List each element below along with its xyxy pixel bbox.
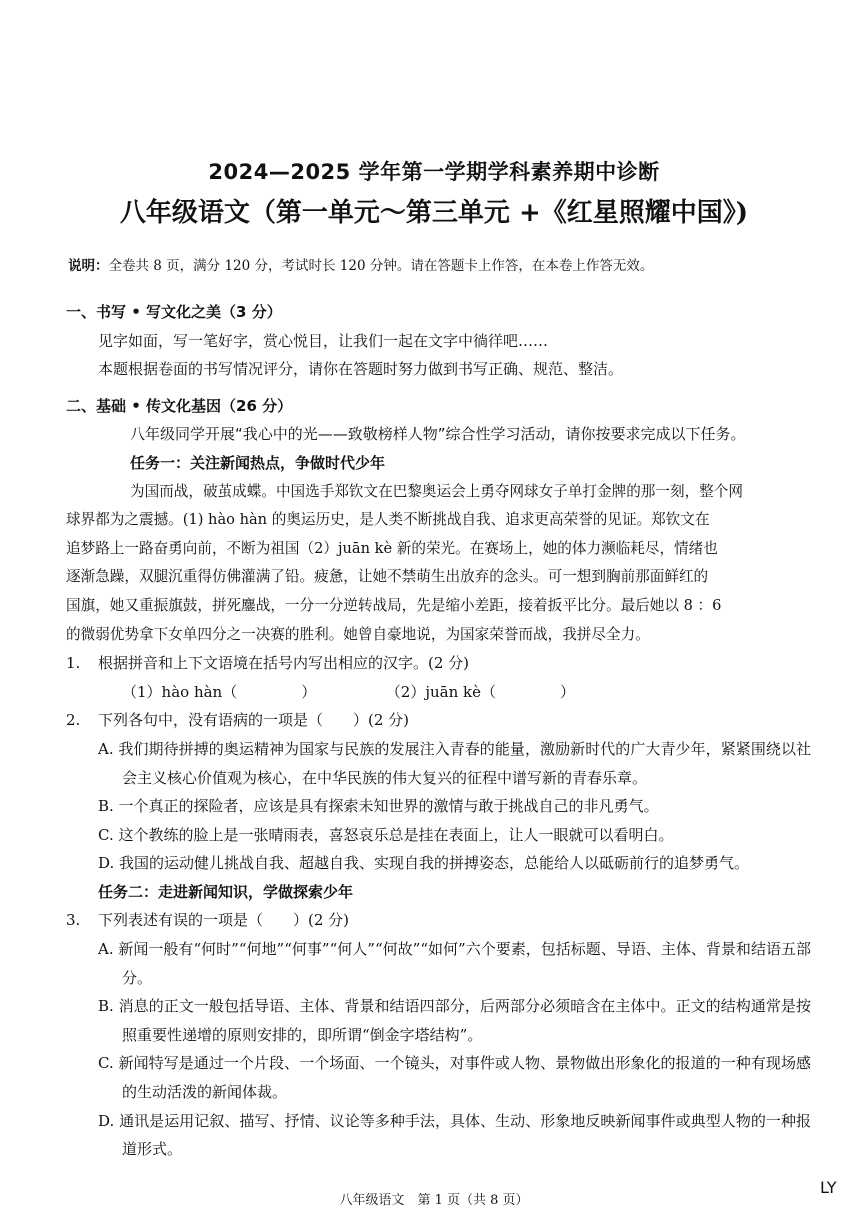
option-d: D. 我国的运动健儿挑战自我、超越自我、实现自我的拼搏姿态，总能给人以砥砺前行的追梦勇气。 [98,854,750,873]
question-number: 3. [66,911,81,930]
section-1-line: 见字如面，写一笔好字，赏心悦目，让我们一起在文字中徜徉吧…… [98,331,549,350]
blank-1-close: ） [301,682,317,701]
option-b: B. 消息的正文一般包括导语、主体、背景和结语四部分，后两部分必须暗含在主体中。正文的结构通常是按照重要性递增的原则安排的，即所谓“倒金字塔结构”。 [98,997,811,1044]
question-stem: 下列各句中，没有语病的一项是（ ）(2 分) [98,711,410,730]
passage-line: 球界都为之震撼。(1) hào hàn 的奥运历史，是人类不断挑战自我、追求更高荣誉的见证。郑钦文在 [66,511,710,529]
instructions-label: 说明： [68,258,109,274]
corner-mark: LY [820,1178,837,1197]
option-c: C. 这个教练的脸上是一张晴雨表，喜怒哀乐总是挂在表面上，让人一眼就可以看明白。 [98,825,674,844]
option-d: D. 通讯是运用记叙、描写、抒情、议论等多种手法，具体、生动、形象地反映新闻事件或典型人物的一种报道形式。 [98,1111,811,1159]
page-footer: 八年级语文 第 1 页（共 8 页） [339,1193,529,1208]
blank-2-label: （2）juān kè（ [385,682,496,701]
passage-line: 追梦路上一路奋勇向前，不断为祖国（2）juān kè 新的荣光。在赛场上，她的体力濒临耗尽，情绪也 [66,539,718,557]
section-1-heading: 一、书写 • 写文化之美（3 分） [66,303,282,321]
question-3 [66,906,811,935]
question-stem: 根据拼音和上下文语境在括号内写出相应的汉字。(2 分) [98,654,470,673]
question-number: 1. [66,654,81,673]
exam-body [66,298,811,1164]
section-1-line: 本题根据卷面的书写情况评分，请你在答题时努力做到书写正确、规范、整洁。 [98,360,624,379]
option-c: C. 新闻特写是通过一个片段、一个场面、一个镜头，对事件或人物、景物做出形象化的报道的一种有现场感的生动活泼的新闻体裁。 [98,1054,811,1102]
passage-line: 国旗，她又重振旗鼓，拼死鏖战，一分一分逆转战局，先是缩小差距，接着扳平比分。最后她以 8 ：6 [66,596,722,614]
blank-2-close: ） [560,682,576,701]
news-passage [66,478,811,650]
option-a: A. 我们期待拼搏的奥运精神为国家与民族的发展注入青春的能量，激励新时代的广大青少年，紧紧围绕以社会主义核心价值观为核心，在中华民族的伟大复兴的征程中谱写新的青春乐章。 [98,739,811,787]
passage-line: 逐渐急躁，双腿沉重得仿佛灌满了铅。疲惫，让她不禁萌生出放弃的念头。可一想到胸前那面鲜红的 [66,568,709,586]
question-number: 2. [66,711,81,730]
question-stem: 下列表述有误的一项是（ ）(2 分) [98,911,350,930]
question-1-blanks [66,678,811,707]
question-1 [66,649,811,678]
section-2-intro: 八年级同学开展“我心中的光——致敬榜样人物”综合性学习活动，请你按要求完成以下任务。 [130,425,746,444]
task-2-heading: 任务二：走进新闻知识，学做探索少年 [98,882,354,901]
passage-line: 的微弱优势拿下女单四分之一决赛的胜利。她曾自豪地说，为国家荣誉而战，我拼尽全力。 [66,625,650,643]
exam-subtitle: 八年级语文（第一单元～第三单元 +《红星照耀中国》) [119,198,749,228]
question-2 [66,706,811,735]
instructions-text: 全卷共 8 页，满分 120 分，考试时长 120 分钟。请在答题卡上作答，在本卷上作答无效。 [108,258,654,274]
option-b: B. 一个真正的探险者，应该是具有探索未知世界的激情与敢于挑战自己的非凡勇气。 [98,797,659,816]
blank-1-label: （1）hào hàn（ [122,682,238,701]
instructions [68,254,828,274]
section-2-heading: 二、基础 • 传文化基因（26 分） [66,396,293,415]
task-1-heading: 任务一：关注新闻热点，争做时代少年 [130,453,386,472]
option-a: A. 新闻一般有“何时”“何地”“何事”“何人”“何故”“如何”六个要素，包括标题、导语、主体、背景和结语五部分。 [98,940,811,987]
exam-title: 2024—2025 学年第一学期学科素养期中诊断 [208,160,660,184]
passage-line: 为国而战，破茧成蝶。中国选手郑钦文在巴黎奥运会上勇夺网球女子单打金牌的那一刻，整个网 [130,482,743,500]
